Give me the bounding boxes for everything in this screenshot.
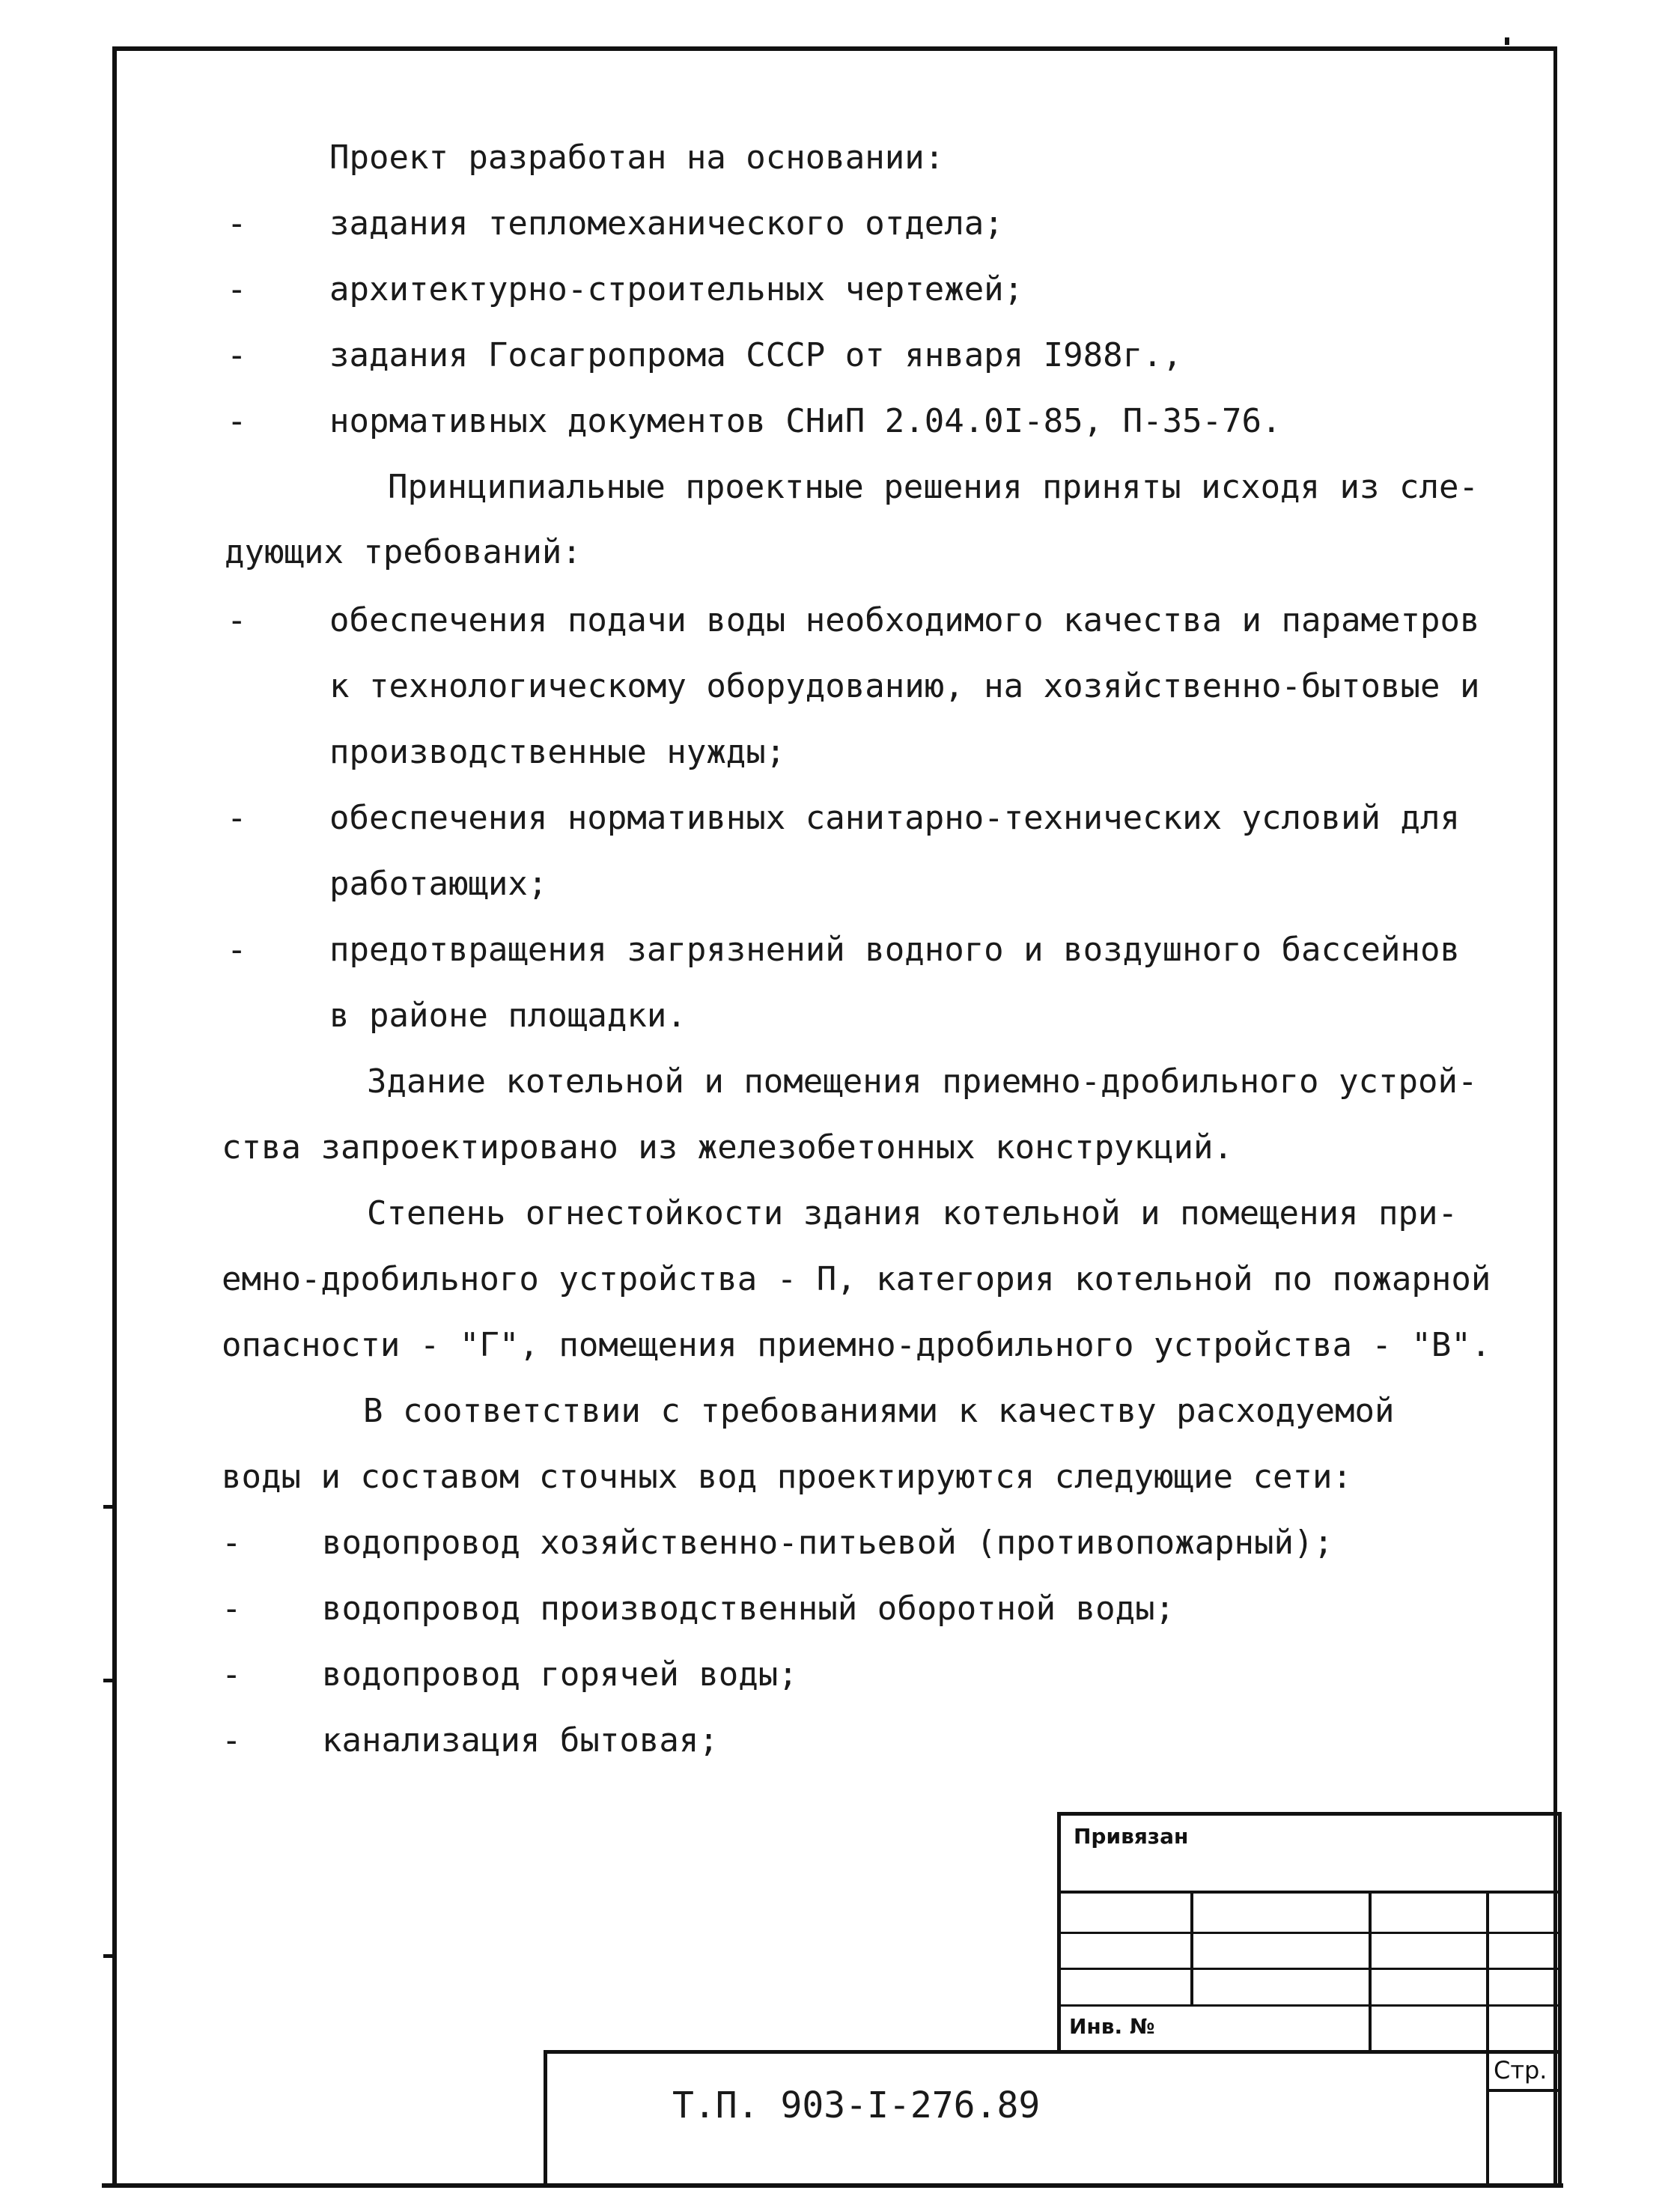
- bullet-dash: -: [227, 402, 247, 440]
- list-item: водопровод горячей воды;: [322, 1655, 798, 1694]
- frame-tick: [103, 1505, 114, 1509]
- list-item: задания тепломеханического отдела;: [329, 204, 1004, 243]
- list-item: канализация бытовая;: [322, 1721, 719, 1760]
- bullet-dash: -: [227, 336, 247, 374]
- bullet-dash: -: [222, 1590, 242, 1628]
- page-label: Стр.: [1494, 2056, 1547, 2084]
- linked-label: Привязан: [1074, 1824, 1189, 1849]
- bullet-dash: -: [222, 1655, 242, 1694]
- list-item: предотвращения загрязнений водного и воздушного бассейнов: [329, 931, 1460, 969]
- list-item: нормативных документов СНиП 2.04.0I-85, П-35-76.: [329, 402, 1282, 440]
- bullet-dash: -: [222, 1524, 242, 1562]
- document-number: Т.П. 903-I-276.89: [672, 2084, 1041, 2126]
- paragraph-line: Степень огнестойкости здания котельной и помещения при-: [367, 1194, 1458, 1232]
- list-item: обеспечения нормативных санитарно-технических условий для: [329, 799, 1460, 837]
- intro-line: Проект разработан на основании:: [329, 139, 945, 177]
- list-item-continuation: к технологическому оборудованию, на хозяйственно-бытовые и: [329, 667, 1480, 705]
- stamp-col-line: [1369, 1891, 1372, 2052]
- list-item: водопровод хозяйственно-питьевой (противопожарный);: [322, 1524, 1334, 1562]
- stamp-col-line: [1486, 2050, 1489, 2186]
- stamp-col-line: [1486, 1891, 1489, 2052]
- list-item-continuation: в районе площадки.: [329, 997, 687, 1035]
- list-item-continuation: работающих;: [329, 865, 548, 903]
- paragraph-line: опасности - "Г", помещения приемно-дробильного устройства - "В".: [222, 1326, 1491, 1364]
- paragraph-line: дующих требований:: [225, 533, 582, 571]
- bullet-dash: -: [227, 204, 247, 243]
- list-item-continuation: производственные нужды;: [329, 733, 786, 771]
- frame-tick: [1505, 37, 1509, 45]
- inventory-number-label: Инв. №: [1069, 2014, 1155, 2039]
- bullet-dash: -: [227, 799, 247, 837]
- bullet-dash: -: [227, 601, 247, 639]
- paragraph-line: Принципиальные проектные решения приняты исходя из сле-: [388, 468, 1479, 506]
- stamp-row-line: [1486, 2089, 1562, 2092]
- bullet-dash: -: [227, 270, 247, 308]
- stamp-col-line: [1190, 1891, 1193, 2004]
- list-item: задания Госагропрома СССР от января I988г.,: [329, 336, 1183, 374]
- paragraph-line: Здание котельной и помещения приемно-дробильного устрой-: [367, 1062, 1478, 1101]
- list-item: обеспечения подачи воды необходимого качества и параметров: [329, 601, 1480, 639]
- bullet-dash: -: [227, 931, 247, 969]
- paragraph-line: ства запроектировано из железобетонных конструкций.: [222, 1128, 1234, 1167]
- list-item: водопровод производственный оборотной воды;: [322, 1590, 1175, 1628]
- bullet-dash: -: [222, 1721, 242, 1760]
- list-item: архитектурно-строительных чертежей;: [329, 270, 1024, 308]
- frame-tick: [103, 1679, 114, 1682]
- frame-tick: [103, 1954, 114, 1958]
- paragraph-line: воды и составом сточных вод проектируются следующие сети:: [222, 1458, 1352, 1496]
- paragraph-line: емно-дробильного устройства - П, категория котельной по пожарной: [222, 1260, 1491, 1298]
- paragraph-line: В соответствии с требованиями к качеству расходуемой: [363, 1392, 1395, 1430]
